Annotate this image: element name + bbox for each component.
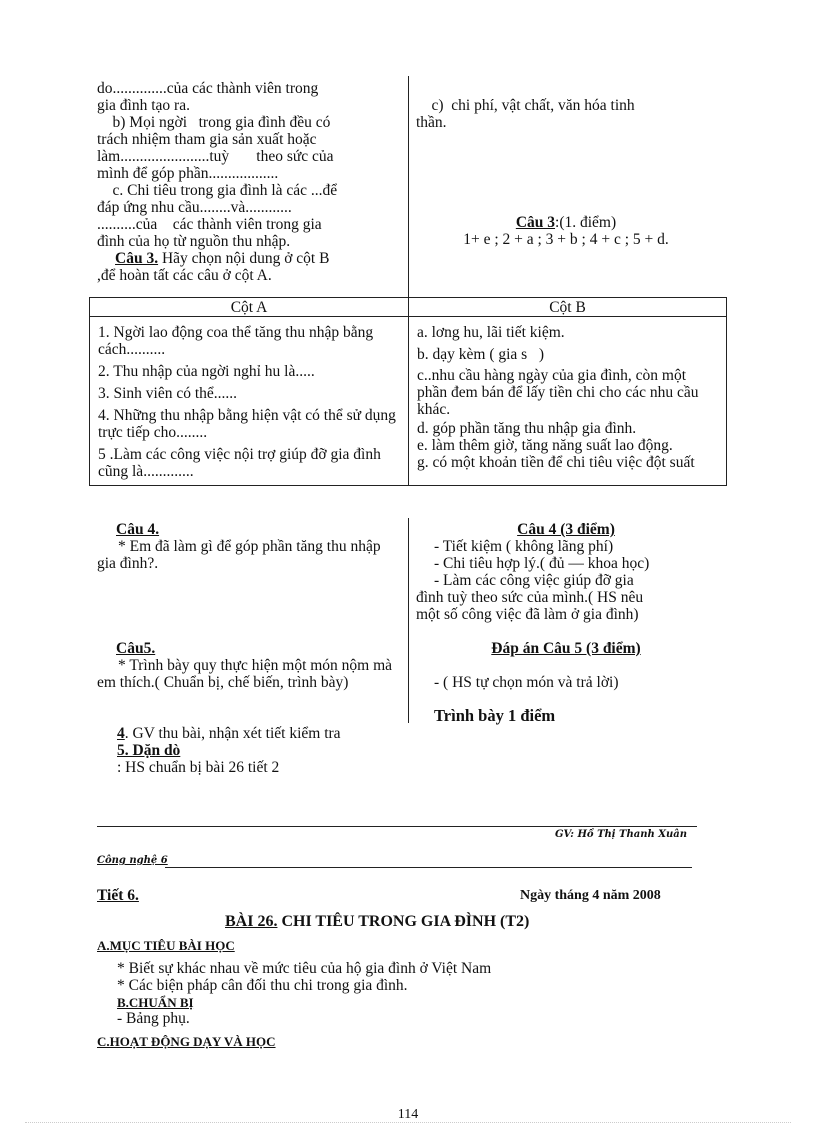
col-b-item: g. có một khoản tiền để chi tiêu việc đột suất bbox=[417, 454, 695, 471]
section-a-heading: A.MỤC TIÊU BÀI HỌC bbox=[97, 938, 235, 953]
top-left-column bbox=[97, 80, 402, 284]
col-b-item: a. lơng hu, lãi tiết kiệm. bbox=[417, 324, 565, 341]
lower-column-divider bbox=[408, 518, 409, 723]
fill-line: đáp ứng nhu cầu........và............ bbox=[97, 199, 292, 216]
answer-3-block bbox=[416, 214, 716, 248]
section-c-heading: C.HOẠT ĐỘNG DẠY VÀ HỌC bbox=[97, 1034, 276, 1049]
col-a-item: 2. Thu nhập của ngời nghỉ hu là..... bbox=[98, 363, 315, 380]
answer-5-label: Đáp án Câu 5 (3 điểm) bbox=[491, 640, 641, 657]
col-a-item: 4. Những thu nhập bằng hiện vật có thể sử dụng trực tiếp cho........ bbox=[98, 407, 396, 441]
col-a-header: Cột A bbox=[90, 298, 409, 317]
teacher-signature: GV: Hồ Thị Thanh Xuân bbox=[555, 829, 688, 840]
page-number: 114 bbox=[397, 1107, 419, 1122]
fill-line: do..............của các thành viên trong bbox=[97, 80, 319, 97]
col-b-item: d. góp phần tăng thu nhập gia đình. bbox=[417, 420, 637, 437]
closing-block bbox=[117, 725, 417, 776]
col-b-item: c..nhu cầu hàng ngày của gia đình, còn một phần đem bán để lấy tiền chi cho các nhu cầu khác. bbox=[417, 367, 699, 418]
answer-4-line: - Làm các công việc giúp đỡ gia bbox=[434, 572, 634, 589]
lesson-title-text: CHI TIÊU TRONG GIA ĐÌNH (T2) bbox=[277, 913, 530, 930]
answer-5-text: - ( HS tự chọn món và trả lời) bbox=[434, 674, 619, 691]
lesson-title bbox=[225, 913, 529, 930]
col-b-item: b. dạy kèm ( gia s ) bbox=[417, 346, 544, 363]
cau5-label: Câu5. bbox=[116, 640, 156, 657]
top-right-column bbox=[416, 97, 716, 131]
dan-do-heading: 5. Dặn dò bbox=[117, 742, 181, 759]
lower-right-column bbox=[416, 521, 716, 623]
fill-line: gia đình tạo ra. bbox=[97, 97, 190, 114]
answer-3-pairs: 1+ e ; 2 + a ; 3 + b ; 4 + c ; 5 + d. bbox=[463, 231, 669, 248]
section-b-heading: B.CHUẨN BỊ bbox=[117, 995, 194, 1010]
answer-3-points: :(1. điểm) bbox=[555, 214, 617, 231]
answer-5-block bbox=[416, 640, 716, 724]
col-a-item: 5 .Làm các công việc nội trợ giúp đỡ gia đình cũng là............. bbox=[98, 446, 381, 480]
header-rule bbox=[165, 867, 692, 868]
answer-4-label: Câu 4 (3 điểm) bbox=[517, 521, 615, 538]
fill-line: đình của họ từ nguồn thu nhập. bbox=[97, 233, 291, 250]
goal-item: * Các biện pháp cân đối thu chi trong gia đình. bbox=[117, 977, 408, 994]
lesson-period: Tiết 6. bbox=[97, 887, 139, 904]
footer-rule bbox=[97, 826, 697, 827]
subject-header: Công nghệ 6 bbox=[97, 855, 168, 866]
matching-table bbox=[89, 297, 727, 486]
cau3-text-2: ,để hoàn tất các câu ở cột A. bbox=[97, 267, 272, 284]
prep-item: - Bảng phụ. bbox=[117, 1010, 190, 1027]
cau4-text: * Em đã làm gì để góp phần tăng thu nhập gia đình?. bbox=[97, 538, 381, 572]
answer-c: c) chi phí, vật chất, văn hóa tinh bbox=[416, 97, 635, 114]
top-column-divider bbox=[408, 76, 409, 297]
col-b-item: e. làm thêm giờ, tăng năng suất lao động. bbox=[417, 437, 673, 454]
col-b-header: Cột B bbox=[409, 298, 727, 317]
cau3-text: Hãy chọn nội dung ở cột B bbox=[158, 250, 330, 267]
answer-4-line: - Tiết kiệm ( không lãng phí) bbox=[434, 538, 614, 555]
fill-line: làm.......................tuỳ theo sức của bbox=[97, 148, 334, 165]
cau5-block bbox=[97, 640, 402, 691]
answer-4-line: một số công việc đã làm ở gia đình) bbox=[416, 606, 639, 623]
fill-line: b) Mọi ngời trong gia đình đều có bbox=[97, 114, 331, 131]
fill-line: trách nhiệm tham gia sản xuất hoặc bbox=[97, 131, 317, 148]
gv-text: . GV thu bài, nhận xét tiết kiểm tra bbox=[124, 725, 341, 742]
answer-3-label: Câu 3 bbox=[515, 214, 556, 231]
cau3-question bbox=[97, 250, 402, 267]
cau5-text: * Trình bày quy thực hiện một món nộm mà em thích.( Chuẩn bị, chế biến, trình bày) bbox=[97, 657, 393, 691]
fill-line: mình để góp phần.................. bbox=[97, 165, 279, 182]
lower-left-column bbox=[97, 521, 402, 572]
lesson-title-label: BÀI 26. bbox=[225, 913, 278, 930]
answer-4-line: đình tuỳ theo sức của mình.( HS nêu bbox=[416, 589, 644, 606]
col-a-cell bbox=[90, 317, 409, 486]
fill-line: c. Chi tiêu trong gia đình là các ...để bbox=[97, 182, 338, 199]
cau4-label: Câu 4. bbox=[116, 521, 160, 538]
lesson-date: Ngày tháng 4 năm 2008 bbox=[520, 888, 661, 903]
goals bbox=[117, 960, 491, 994]
gv-number: 4 bbox=[117, 725, 125, 742]
col-b-cell bbox=[409, 317, 727, 486]
fill-line: ..........của các thành viên trong gia bbox=[97, 216, 322, 233]
dan-do-text: : HS chuẩn bị bài 26 tiết 2 bbox=[117, 759, 280, 776]
trinh-bay-score: Trình bày 1 điểm bbox=[434, 706, 556, 725]
goal-item: * Biết sự khác nhau về mức tiêu của hộ gia đình ở Việt Nam bbox=[117, 960, 492, 977]
col-a-item: 1. Ngời lao động coa thể tăng thu nhập bằng cách.......... bbox=[98, 324, 374, 358]
cau3-label: Câu 3. bbox=[115, 250, 159, 267]
answer-c-2: thần. bbox=[416, 114, 447, 131]
answer-4-line: - Chi tiêu hợp lý.( đủ — khoa học) bbox=[434, 555, 650, 572]
col-a-item: 3. Sinh viên có thể...... bbox=[98, 385, 238, 402]
